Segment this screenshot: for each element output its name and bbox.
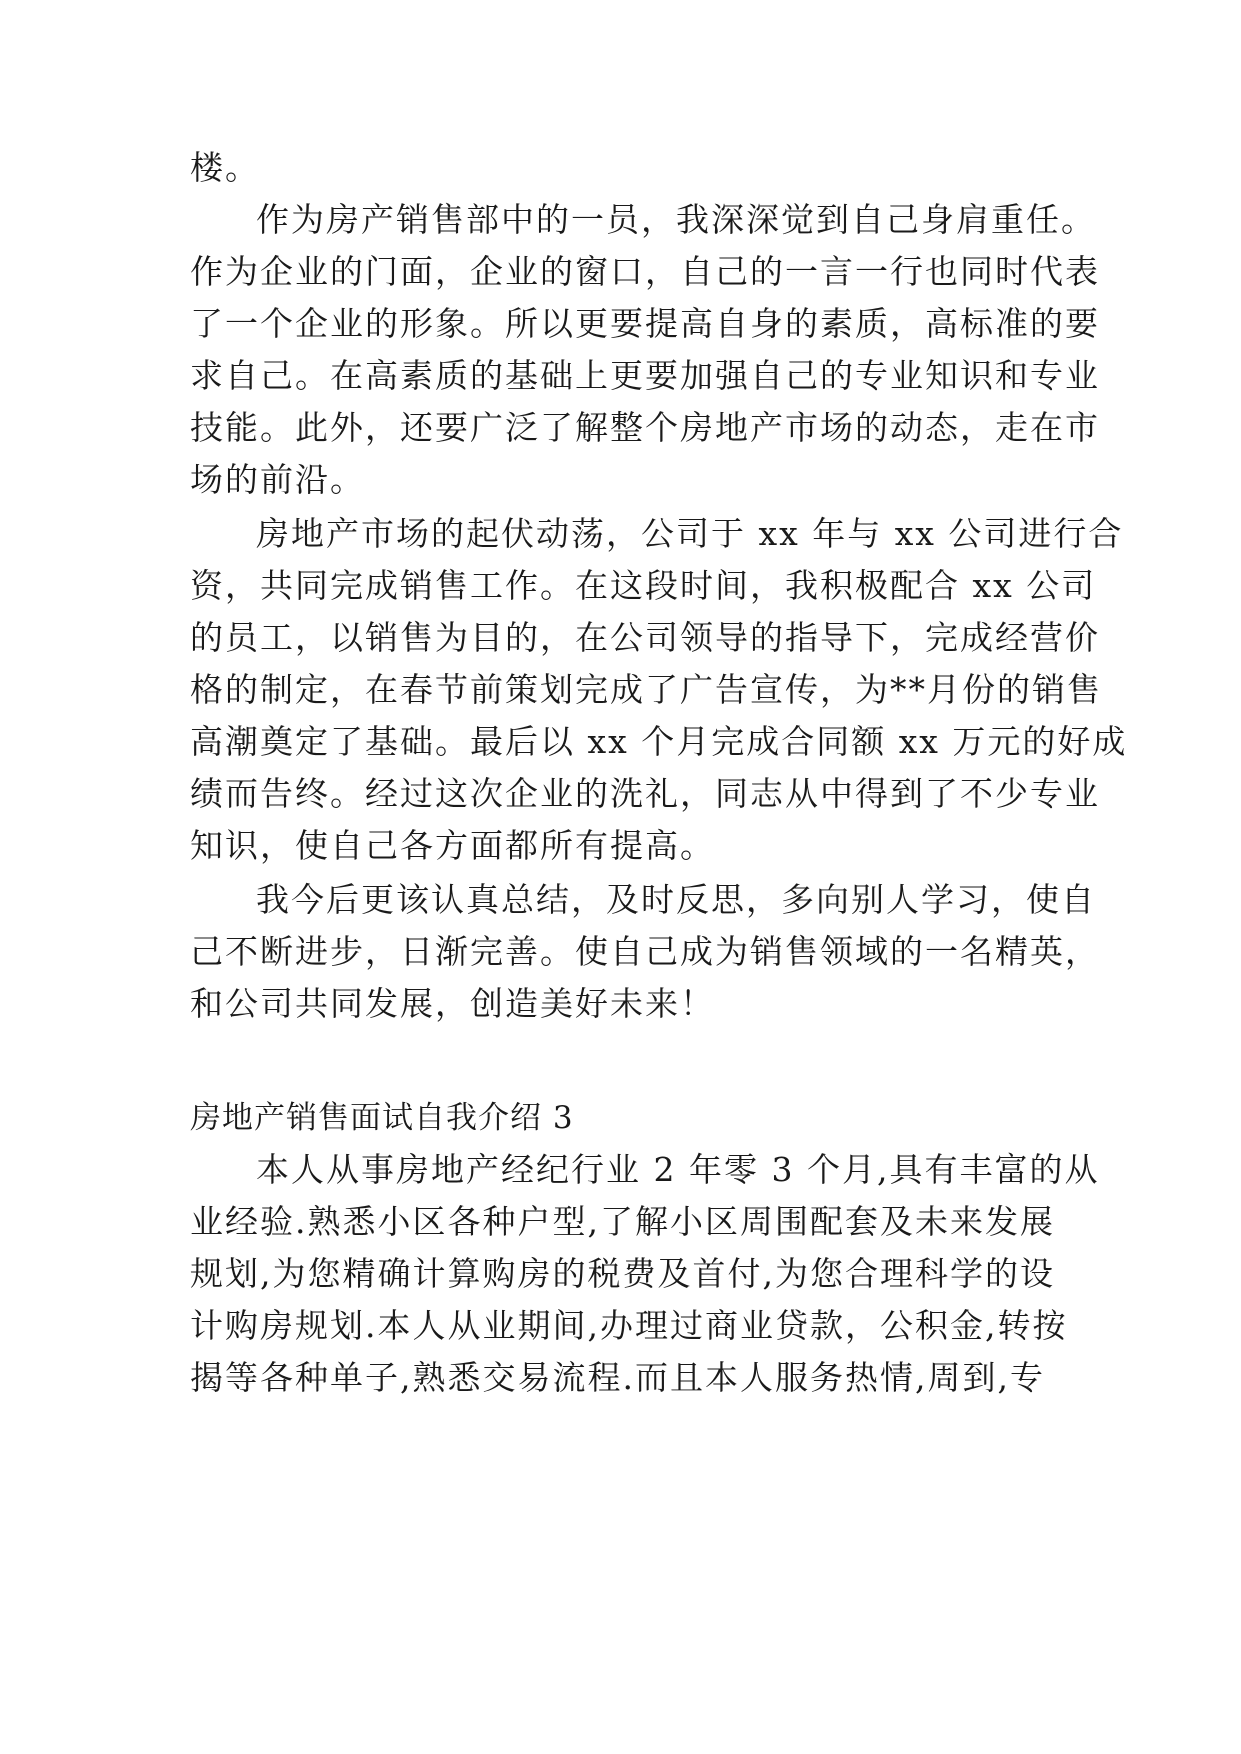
text-line: 本人从事房地产经纪行业 2 年零 3 个月,具有丰富的从 [256, 1150, 1100, 1189]
text-line: 格的制定，在春节前策划完成了广告宣传，为**月份的销售 [190, 670, 1102, 709]
text-line: 规划,为您精确计算购房的税费及首付,为您合理科学的设 [190, 1254, 1055, 1293]
text-line: 作为房产销售部中的一员，我深深觉到自己身肩重任。 [256, 200, 1096, 239]
section-heading: 房地产销售面试自我介绍 3 [190, 1100, 574, 1136]
text-line: 了一个企业的形象。所以更要提高自身的素质，高标准的要 [190, 304, 1100, 343]
text-line: 揭等各种单子,熟悉交易流程.而且本人服务热情,周到,专 [190, 1358, 1045, 1397]
text-line: 技能。此外，还要广泛了解整个房地产市场的动态，走在市 [190, 408, 1100, 447]
text-line: 求自己。在高素质的基础上更要加强自己的专业知识和专业 [190, 356, 1100, 395]
text-line: 房地产市场的起伏动荡，公司于 xx 年与 xx 公司进行合 [256, 514, 1124, 553]
text-line: 的员工，以销售为目的，在公司领导的指导下，完成经营价 [190, 618, 1100, 657]
text-line: 计购房规划.本人从业期间,办理过商业贷款，公积金,转按 [190, 1306, 1068, 1345]
text-line: 和公司共同发展，创造美好未来！ [190, 984, 715, 1023]
text-line: 业经验.熟悉小区各种户型,了解小区周围配套及未来发展 [190, 1202, 1055, 1241]
text-line: 楼。 [190, 148, 260, 187]
text-line: 高潮奠定了基础。最后以 xx 个月完成合同额 xx 万元的好成 [190, 722, 1128, 761]
text-line: 绩而告终。经过这次企业的洗礼，同志从中得到了不少专业 [190, 774, 1100, 813]
text-line: 我今后更该认真总结，及时反思，多向别人学习，使自 [256, 880, 1096, 919]
text-line: 己不断进步，日渐完善。使自己成为销售领域的一名精英， [190, 932, 1100, 971]
text-line: 资，共同完成销售工作。在这段时间，我积极配合 xx 公司 [190, 566, 1097, 605]
text-line: 知识，使自己各方面都所有提高。 [190, 826, 715, 865]
text-line: 作为企业的门面，企业的窗口，自己的一言一行也同时代表 [190, 252, 1100, 291]
text-line: 场的前沿。 [190, 460, 365, 499]
